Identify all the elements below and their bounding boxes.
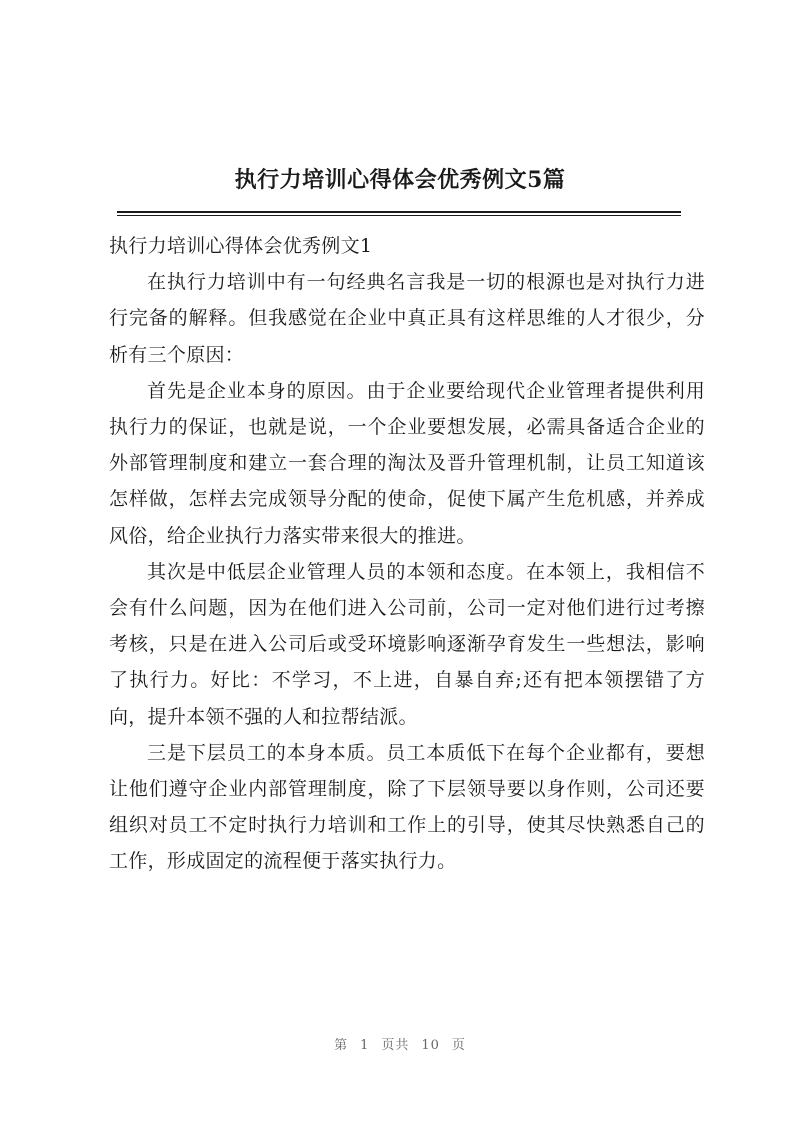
document-title: 执行力培训心得体会优秀例文5篇 xyxy=(234,167,566,193)
paragraph-4: 三是下层员工的本身本质。员工本质低下在每个企业都有，要想让他们遵守企业内部管理制度，除了下层领导要以身作则，公司还要组织对员工不定时执行力培训和工作上的引导，使其尽快熟悉自己的工作，形成固定的流程便于落实执行力。 xyxy=(109,741,705,873)
paragraph-2: 首先是企业本身的原因。由于企业要给现代企业管理者提供利用执行力的保证，也就是说，一个企业要想发展，必需具备适合企业的外部管理制度和建立一套合理的淘汰及晋升管理机制，让员工知道该怎样做，怎样去完成领导分配的使命，促使下属产生危机感，并养成风俗，给企业执行力落实带来很大的推进。 xyxy=(109,379,705,547)
paragraph-1: 在执行力培训中有一句经典名言我是一切的根源也是对执行力进行完备的解释。但我感觉在企业中真正具有这样思维的人才很少，分析有三个原因： xyxy=(109,271,705,366)
footer-page-number: 1 xyxy=(360,1038,370,1053)
page-footer xyxy=(0,1034,800,1053)
footer-total-pages: 10 xyxy=(421,1038,440,1053)
title-divider-thin xyxy=(117,215,681,216)
footer-suffix: 页 xyxy=(451,1038,466,1053)
paragraph-3: 其次是中低层企业管理人员的本领和态度。在本领上，我相信不会有什么问题，因为在他们进入公司前，公司一定对他们进行过考擦考核，只是在进入公司后或受环境影响逐渐孕育发生一些想法，影响了执行力。好比：不学习，不上进，自暴自弃;还有把本领摆错了方向，提升本领不强的人和拉帮结派。 xyxy=(109,560,705,728)
footer-middle: 页共 xyxy=(381,1038,410,1053)
footer-prefix: 第 xyxy=(334,1038,349,1053)
document-body xyxy=(109,228,705,880)
section-heading: 执行力培训心得体会优秀例文1 xyxy=(109,235,373,257)
title-divider-thick xyxy=(117,211,681,213)
